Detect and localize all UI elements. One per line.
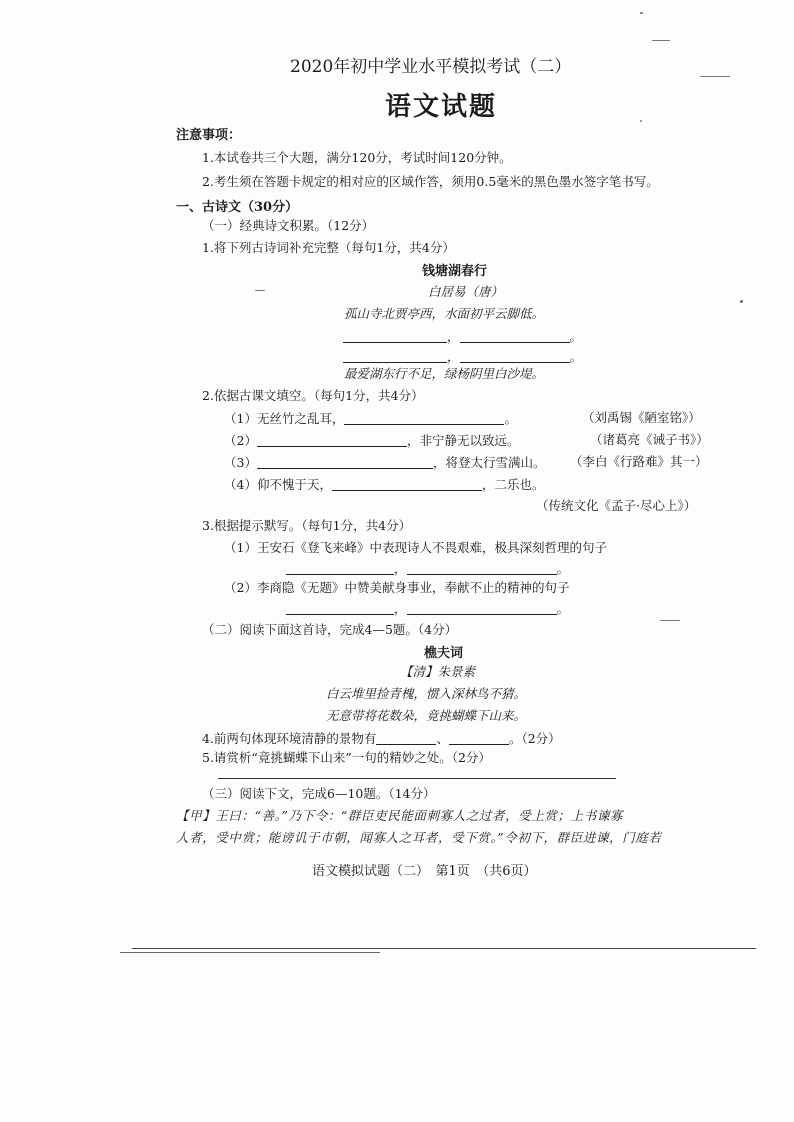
notes-heading: 注意事项： — [176, 128, 242, 143]
fill-line-row — [343, 346, 582, 365]
fill-line-row — [343, 326, 582, 345]
scan-speck — [640, 120, 642, 122]
note-item: 2.考生须在答题卡规定的相对应的区域作答，须用0.5毫米的黑色墨水签字笔书写。 — [202, 174, 659, 189]
note-item: 1.本试卷共三个大题，满分120分，考试时间120分钟。 — [202, 150, 512, 165]
subject-title: 语文试题 — [385, 92, 498, 122]
poem-title: 樵夫词 — [424, 646, 464, 661]
question-prompt: 2.依据古课文填空。（每句1分，共4分） — [202, 388, 424, 403]
scan-speck — [255, 290, 265, 291]
q2-item: （2） ，非宁静无以致远。 — [224, 433, 520, 448]
period: 。 — [569, 329, 583, 344]
answer-blank[interactable] — [257, 434, 407, 447]
q3-item: （2）李商隐《无题》中赞美献身事业，奉献不止的精神的句子 — [224, 580, 570, 595]
source-citation: （李白《行路难》其一） — [570, 454, 708, 469]
period: 。 — [569, 349, 583, 364]
poem-line: 孤山寺北贾亭西，水面初平云脚低。 — [344, 306, 545, 321]
answer-blank[interactable] — [286, 602, 394, 615]
poem-author: 白居易（唐） — [428, 284, 504, 299]
q2-item: （3） ，将登太行雪满山。 — [224, 455, 546, 470]
passage-line: 【甲】王曰：“善。”乃下令：“群臣吏民能面刺寡人之过者，受上赏；上书谏寡 — [176, 808, 624, 823]
answer-blank[interactable] — [344, 412, 504, 425]
question-prompt: 1.将下列古诗词补充完整（每句1分，共4分） — [202, 240, 455, 255]
answer-blank[interactable] — [407, 562, 557, 575]
section-title: 一、古诗文（30分） — [176, 200, 299, 215]
poem-title: 钱塘湖春行 — [422, 264, 488, 279]
answer-line[interactable] — [218, 778, 616, 779]
comma: ， — [447, 349, 460, 364]
scan-speck — [652, 40, 670, 41]
poem-author: 【清】朱景素 — [400, 664, 476, 679]
fill-line-row: ， 。 — [286, 558, 569, 577]
q4-row: 4.前两句体现环境清静的景物有 、 。（2分） — [202, 731, 561, 746]
scan-speck — [640, 12, 643, 14]
scan-edge-line — [132, 948, 756, 949]
answer-blank[interactable] — [449, 732, 509, 745]
answer-blank[interactable] — [286, 562, 394, 575]
scan-speck — [700, 76, 730, 77]
answer-blank[interactable] — [460, 350, 570, 363]
exam-title: 2020年初中学业水平模拟考试（二） — [290, 57, 572, 77]
source-citation: （刘禹锡《陋室铭》） — [582, 410, 701, 425]
source-citation: （诸葛亮《诫子书》） — [590, 432, 709, 447]
answer-blank[interactable] — [332, 478, 482, 491]
scan-speck — [660, 620, 680, 621]
answer-blank[interactable] — [343, 350, 447, 363]
answer-blank[interactable] — [257, 456, 433, 469]
scan-edge-line — [120, 952, 380, 953]
answer-blank[interactable] — [343, 330, 447, 343]
part-title: （一）经典诗文积累。（12分） — [202, 218, 375, 233]
answer-blank[interactable] — [460, 330, 570, 343]
question-prompt: 3.根据提示默写。（每句1分，共4分） — [202, 518, 412, 533]
part-title: （二）阅读下面这首诗，完成4—5题。（4分） — [202, 622, 458, 637]
q3-item: （1）王安石《登飞来峰》中表现诗人不畏艰难，极具深刻哲理的句子 — [224, 540, 607, 555]
page-footer: 语文模拟试题（二） 第1页 （共6页） — [312, 864, 537, 879]
answer-blank[interactable] — [376, 732, 436, 745]
poem-line: 无意带将花数朵，竟挑蝴蝶下山来。 — [326, 708, 527, 723]
fill-line-row: ， 。 — [286, 598, 569, 617]
passage-line: 人者，受中赏；能谤讥于市朝，闻寡人之耳者，受下赏。”令初下，群臣进谏，门庭若 — [176, 830, 662, 845]
poem-line: 最爱湖东行不足，绿杨阴里白沙堤。 — [344, 366, 545, 381]
q2-item: （1）无丝竹之乱耳， 。 — [224, 411, 517, 426]
answer-blank[interactable] — [407, 602, 557, 615]
scan-speck — [740, 300, 743, 303]
poem-line: 白云堆里捡青槐，惯入深林鸟不猜。 — [326, 686, 527, 701]
q2-item: （4）仰不愧于天， ，二乐也。 — [224, 477, 545, 492]
question-prompt: 5.请赏析“竟挑蝴蝶下山来”一句的精妙之处。（2分） — [202, 750, 491, 765]
source-citation: （传统文化《孟子·尽心上》） — [536, 498, 697, 513]
comma: ， — [447, 329, 460, 344]
part-title: （三）阅读下文，完成6—10题。（14分） — [202, 786, 436, 801]
